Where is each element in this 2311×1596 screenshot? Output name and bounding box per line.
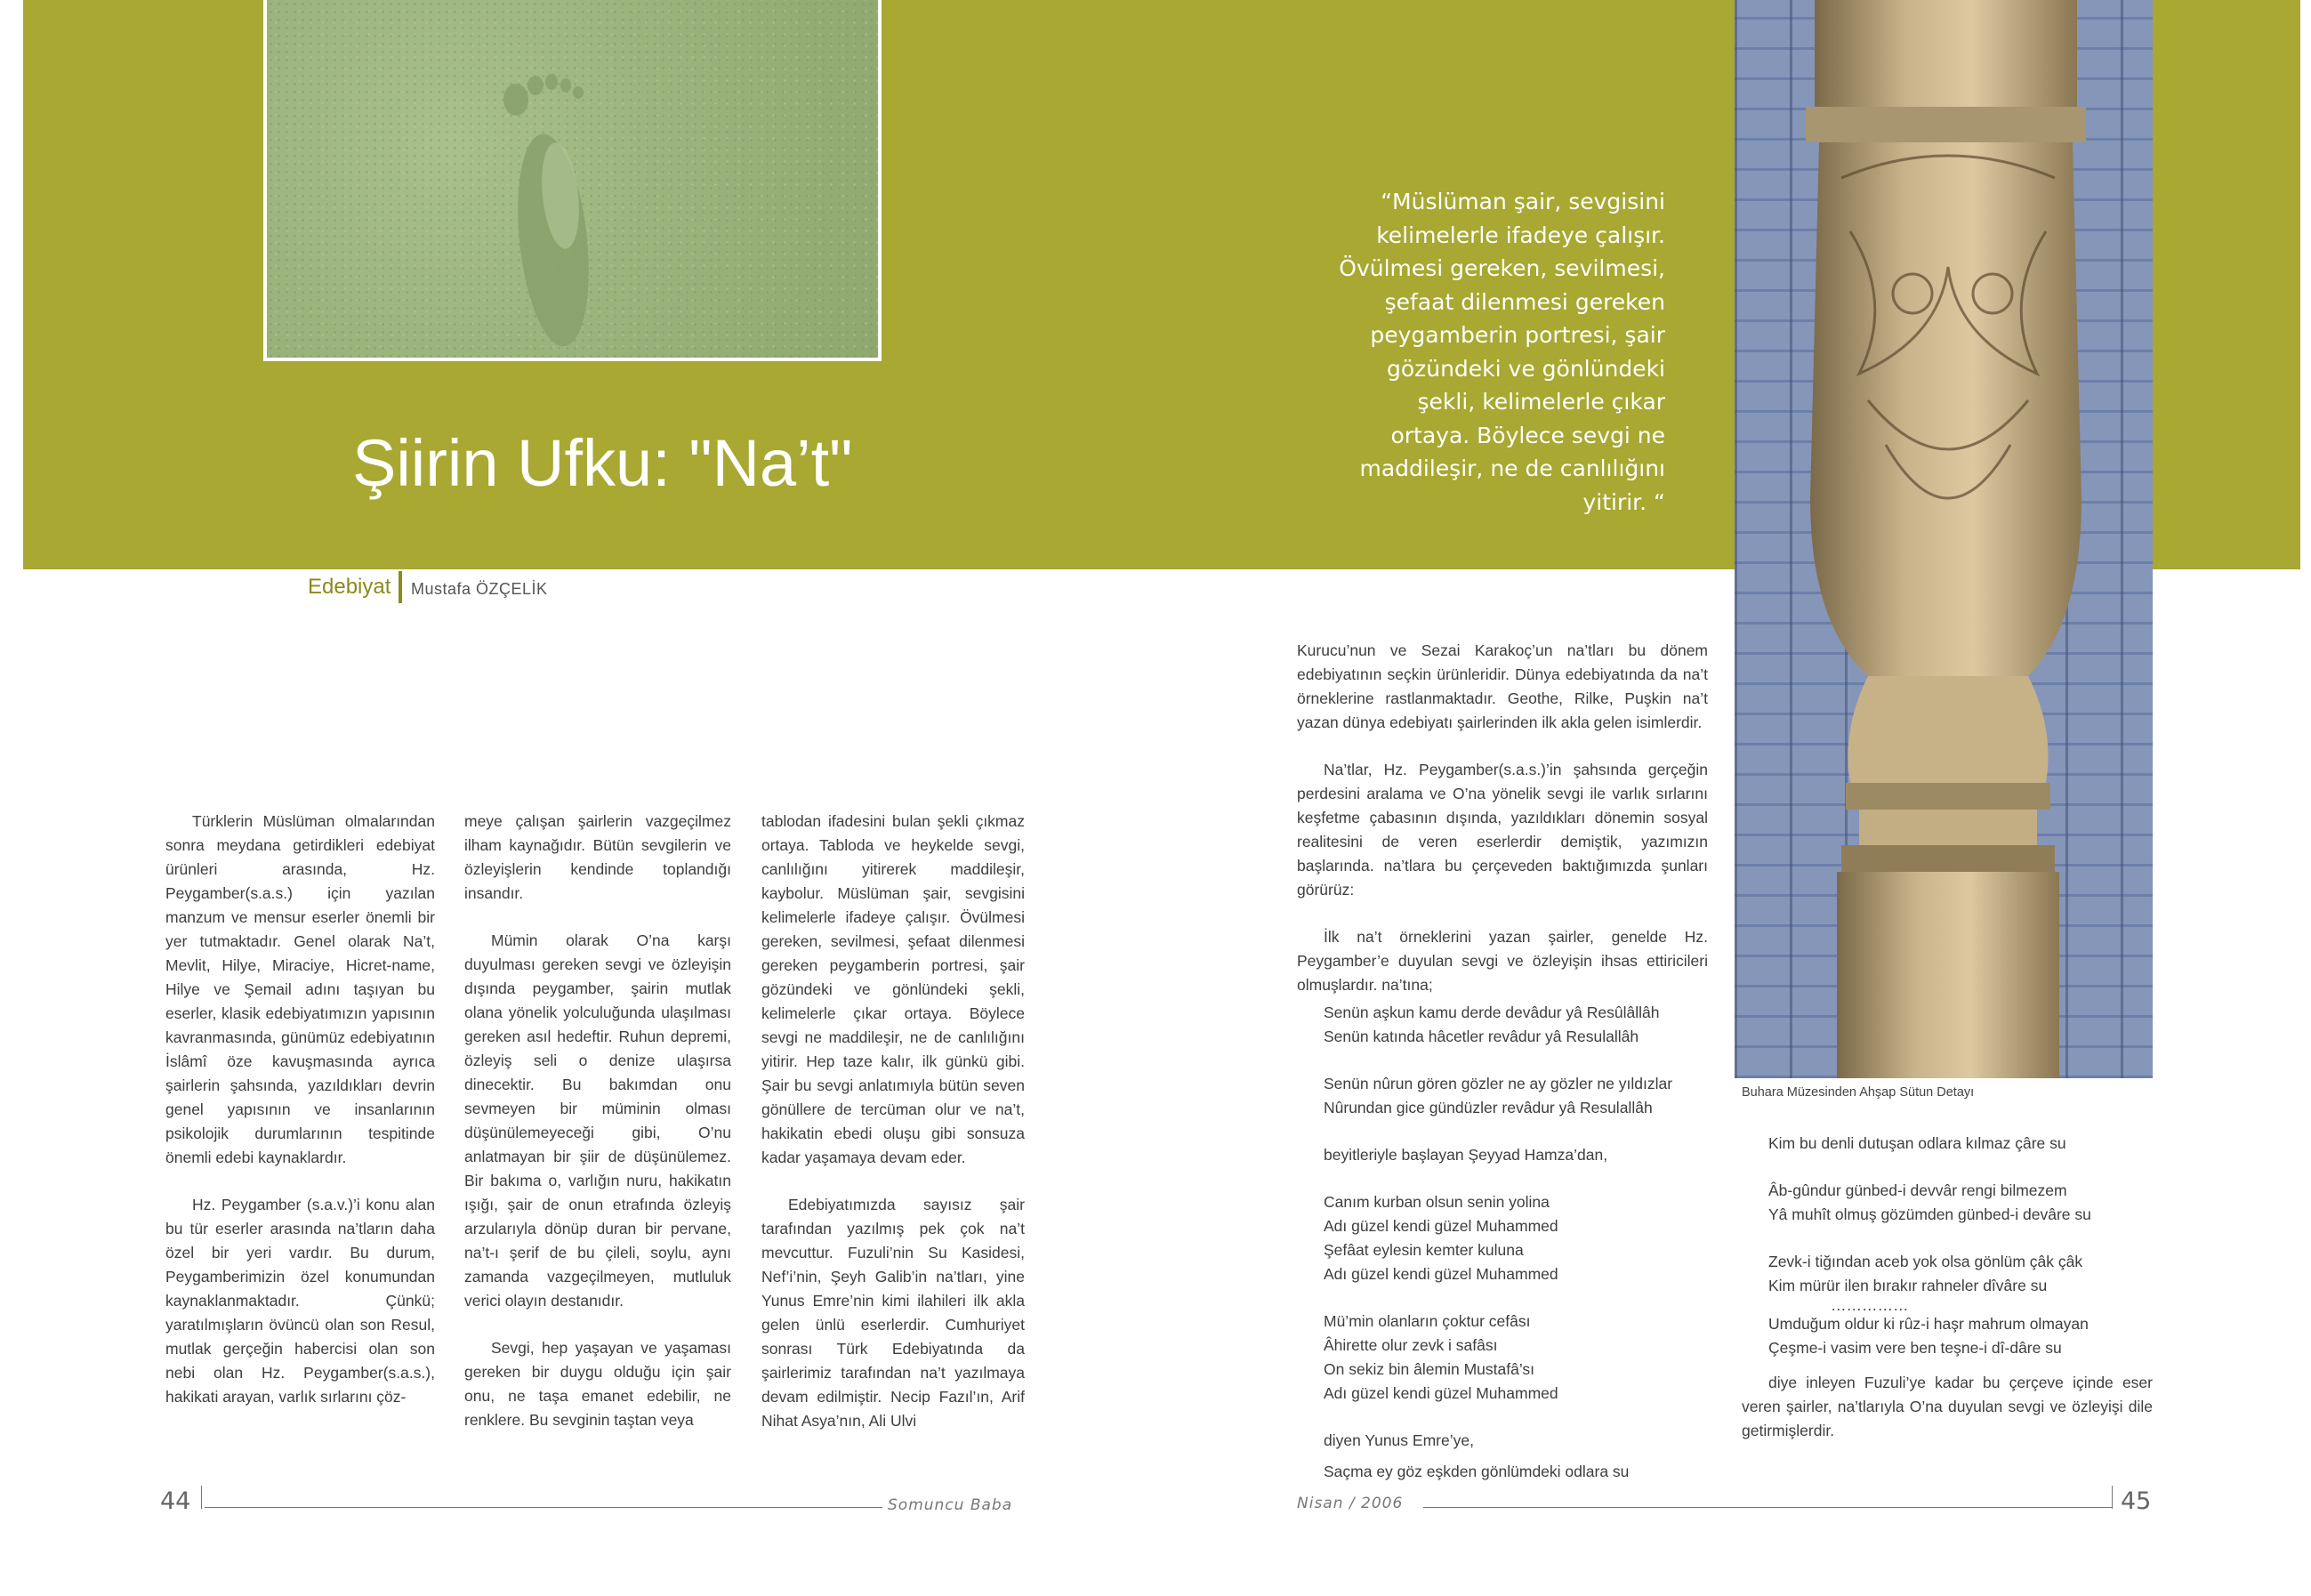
paragraph: İlk na’t örneklerini yazan şairler, genelde Hz. Peygamber’e duyulan sevgi ve özleyişin ihsas ettiricileri olmuşlardır. na’tına; [1297,928,1708,994]
footer-rule-left [205,1507,882,1508]
text-column-4 [1297,639,1708,1484]
pull-quote-line: “Müslüman şair, sevgisini [1381,189,1665,214]
verse-line: Âb-gûndur günbed-i devvâr rengi bilmezem [1768,1181,2067,1199]
paragraph: tablodan ifadesini bulan şekli çıkmaz ortaya. Tabloda ve heykelde sevgi, canlılığını yitirerek maddileşir, kaybolur. Müslüman şair, sevgisini kelimelerle ifadeye çalışır. Övülmesi gereken, sevilmesi, şefaat dilenmesi gereken peygamberin portresi, şair gözündeki ve gönlündeki şekli, kelimelerle çıkar ortaya. Böylece sevgi ne maddileşir, ne de canlılığını yitirir. Hep taze kalır, ilk günkü gibi. Şair bu sevgi anlatımıyla bütün seven gönüllere de tercüman olur ve na’t, hakikatin ebedi oluşu gibi sonsuza kadar yaşamaya devam eder. [761,812,1025,1166]
pull-quote-line: maddileşir, ne de canlılığını [1359,455,1665,481]
verse-line: Kim bu denli dutuşan odlara kılmaz çâre su [1768,1134,2066,1152]
verse-line: Yâ muhît olmuş gözümden günbed-i devâre su [1768,1205,2091,1223]
verse-line: Senün aşkun kamu derde devâdur yâ Resûlâllâh [1324,1004,1660,1021]
verse-line: Mü’min olanların çoktur cefâsı [1324,1312,1531,1330]
verse-line: Zevk-i tiğından aceb yok olsa gönlüm çâk çâk [1768,1253,2083,1270]
section-label: Edebiyat [308,575,391,599]
paragraph: Sevgi, hep yaşayan ve yaşaması gereken bir duygu olduğu için şair onu, ne taşa emanet edebilir, ne renklere. Bu sevginin taştan veya [464,1339,731,1429]
pull-quote-line: yitirir. “ [1582,488,1665,515]
verse-line: Umduğum oldur ki rûz-i haşr mahrum olmayan [1768,1315,2089,1333]
text-column-1 [165,810,435,1432]
pull-quote-line: gözündeki ve gönlündeki [1386,355,1665,382]
verse-line: Senün katında hâcetler revâdur yâ Resulallâh [1324,1028,1639,1045]
footer-divider [201,1486,202,1509]
paragraph: Hz. Peygamber (s.a.v.)’i konu alan bu tür eserler arasında na’tların daha özel bir yeri vardır. Bu durum, Peygamberimizin özel konumundan kaynaklanmaktadır. Çünkü; yaratılmışların övüncü olan son Resul, mutlak gerçeğin habercisi olan son nebi olan Hz. Peygamber(s.a.s.), hakikati arayan, varlık sırlarını çöz- [165,1196,435,1406]
verse-line: Canım kurban olsun senin yolina [1324,1193,1550,1211]
verse-line: beyitleriyle başlayan Şeyyad Hamza’dan, [1324,1146,1608,1164]
author-name: Mustafa ÖZÇELİK [411,580,548,598]
verse-block [1297,1001,1708,1484]
article-title: Şiirin Ufku: "Na’t" [352,426,853,500]
paragraph: diye inleyen Fuzuli’ye kadar bu çerçeve içinde eser veren şairler, na’tlarıyla O’na duyulan sevgi ve özleyişi dile getirmişlerdir. [1742,1374,2153,1439]
text-column-3 [761,810,1025,1456]
pull-quote-line: şefaat dilenmesi gereken [1384,288,1665,315]
paragraph: Kurucu’nun ve Sezai Karakoç’un na’tları bu dönem edebiyatının seçkin ürünleridir. Dünya edebiyatında da na’t örneklerine rastlanmaktadır. Geothe, Rilke, Puşkin na’t yazan dünya edebiyatı şairlerinden ilk akla gelen isimlerdir. [1297,641,1708,731]
paragraph: meye çalışan şairlerin vazgeçilmez ilham kaynağıdır. Bütün sevgilerin ve özleyişlerin kendinde toplandığı insandır. [464,812,731,902]
verse-line: Kim mürür ilen bırakır rahneler dîvâre su [1768,1277,2048,1294]
verse-line: Nûrundan gice gündüzler revâdur yâ Resulallâh [1324,1099,1653,1116]
text-column-5 [1742,1132,2153,1466]
verse-line: Adı güzel kendi güzel Muhammed [1324,1217,1558,1235]
paragraph: Na’tlar, Hz. Peygamber(s.a.s.)’in şahsında gerçeğin perdesini aralama ve O’na yönelik sevgi ile varlık sırlarını keşfetme çabasının dışında, yazıldıkları dönemin sosyal realitesini de veren eserlerdir demiştik, yazımızın başlarında. na’tlara bu çerçeveden baktığımızda şunları görürüz: [1297,761,1708,899]
footprint-photo [263,0,882,361]
paragraph: Edebiyatımızda sayısız şair tarafından yazılmış pek çok na’t mevcuttur. Fuzuli’nin Su Kasidesi, Nef’i’nin, Şeyh Galib’in na’tları, yine Yunus Emre’nin kimi ilahileri ilk akla gelen ünlü eserlerdir. Cumhuriyet sonrası Türk Edebiyatında da şairlerimiz tarafından na’t yazılmaya devam edilmiştir. Necip Fazıl’ın, Arif Nihat Asya’nın, Ali Ulvi [761,1196,1025,1430]
verse-line: Adı güzel kendi güzel Muhammed [1324,1265,1558,1283]
pull-quote [1263,185,1665,519]
page-number-left: 44 [160,1487,191,1515]
verse-line: On sekiz bin âlemin Mustafâ’sı [1324,1360,1535,1378]
verse-line: Âhirette olur zevk i safâsı [1324,1336,1498,1354]
pull-quote-line: peygamberin portresi, şair [1370,322,1665,348]
verse-block [1742,1132,2153,1360]
pull-quote-line: ortaya. Böylece sevgi ne [1390,422,1665,448]
wooden-column-photo [1735,0,2153,1078]
issue-date: Nisan / 2006 [1297,1495,1404,1512]
paragraph: Türklerin Müslüman olmalarından sonra meydana getirdikleri edebiyat ürünleri arasında, Hz. Peygamber(s.a.s.) için yazılan manzum ve mensur eserler önemli bir yer tutmaktadır. Genel olarak Na’t, Mevlit, Hilye, Miraciye, Hicret-name, Hilye ve Şemail adını taşıyan bu eserler, klasik edebiyatımızın yapısının kavranmasında, günümüz edebiyatının İslâmî öze kavuşmasında ayrıca şairlerin şahsında, yazıldıkları devrin genel yapısının ve insanlarının psikolojik durumlarının tespitinde önemli edebi kaynaklardır. [165,812,435,1166]
text-column-2 [464,810,731,1455]
magazine-name: Somuncu Baba [888,1496,1013,1514]
pull-quote-line: kelimelerle ifadeye çalışır. [1376,222,1665,248]
column-photo-caption: Buhara Müzesinden Ahşap Sütun Detayı [1742,1085,1975,1100]
footer-divider [2112,1486,2113,1509]
verse-line: Çeşme-i vasim vere ben teşne-i dî-dâre su [1768,1339,2062,1357]
pull-quote-line: Övülmesi gereken, sevilmesi, [1339,255,1665,281]
footer-rule-right [1423,1507,2112,1508]
verse-line: Adı güzel kendi güzel Muhammed [1324,1384,1558,1402]
verse-line: …………… [1831,1296,1909,1314]
verse-line: Saçma ey göz eşkden gönlümdeki odlara su [1324,1463,1630,1480]
pull-quote-line: şekli, kelimelerle çıkar [1417,389,1665,415]
section-divider [399,571,402,603]
paragraph: Mümin olarak O’na karşı duyulması gereken sevgi ve özleyişin dışında peygamber, şairin mutlak olana yönelik yolculuğunda ulaşılması gereken asıl hedeftir. Ruhun depremi, özleyiş seli o denize ulaşırsa dinecektir. Bu bakımdan onu sevmeyen bir müminin olması düşünülemeyeceği gibi, O’nu anlatmayan bir şiir de düşünülemez. Bir bakıma o, varlığın nuru, hakikatın ışığı, şair de onun etrafında özleyiş arzularıyla dönüp duran bir pervane, na’t-ı şerif de bu çileli, soylu, aynı zamanda vazgeçilmeyen, mutluluk verici olayın destanıdır. [464,931,731,1310]
verse-line: Şefâat eylesin kemter kuluna [1324,1241,1524,1259]
page-number-right: 45 [2121,1487,2152,1515]
verse-line: diyen Yunus Emre’ye, [1324,1431,1474,1449]
verse-line: Senün nûrun gören gözler ne ay gözler ne yıldızlar [1324,1075,1673,1092]
